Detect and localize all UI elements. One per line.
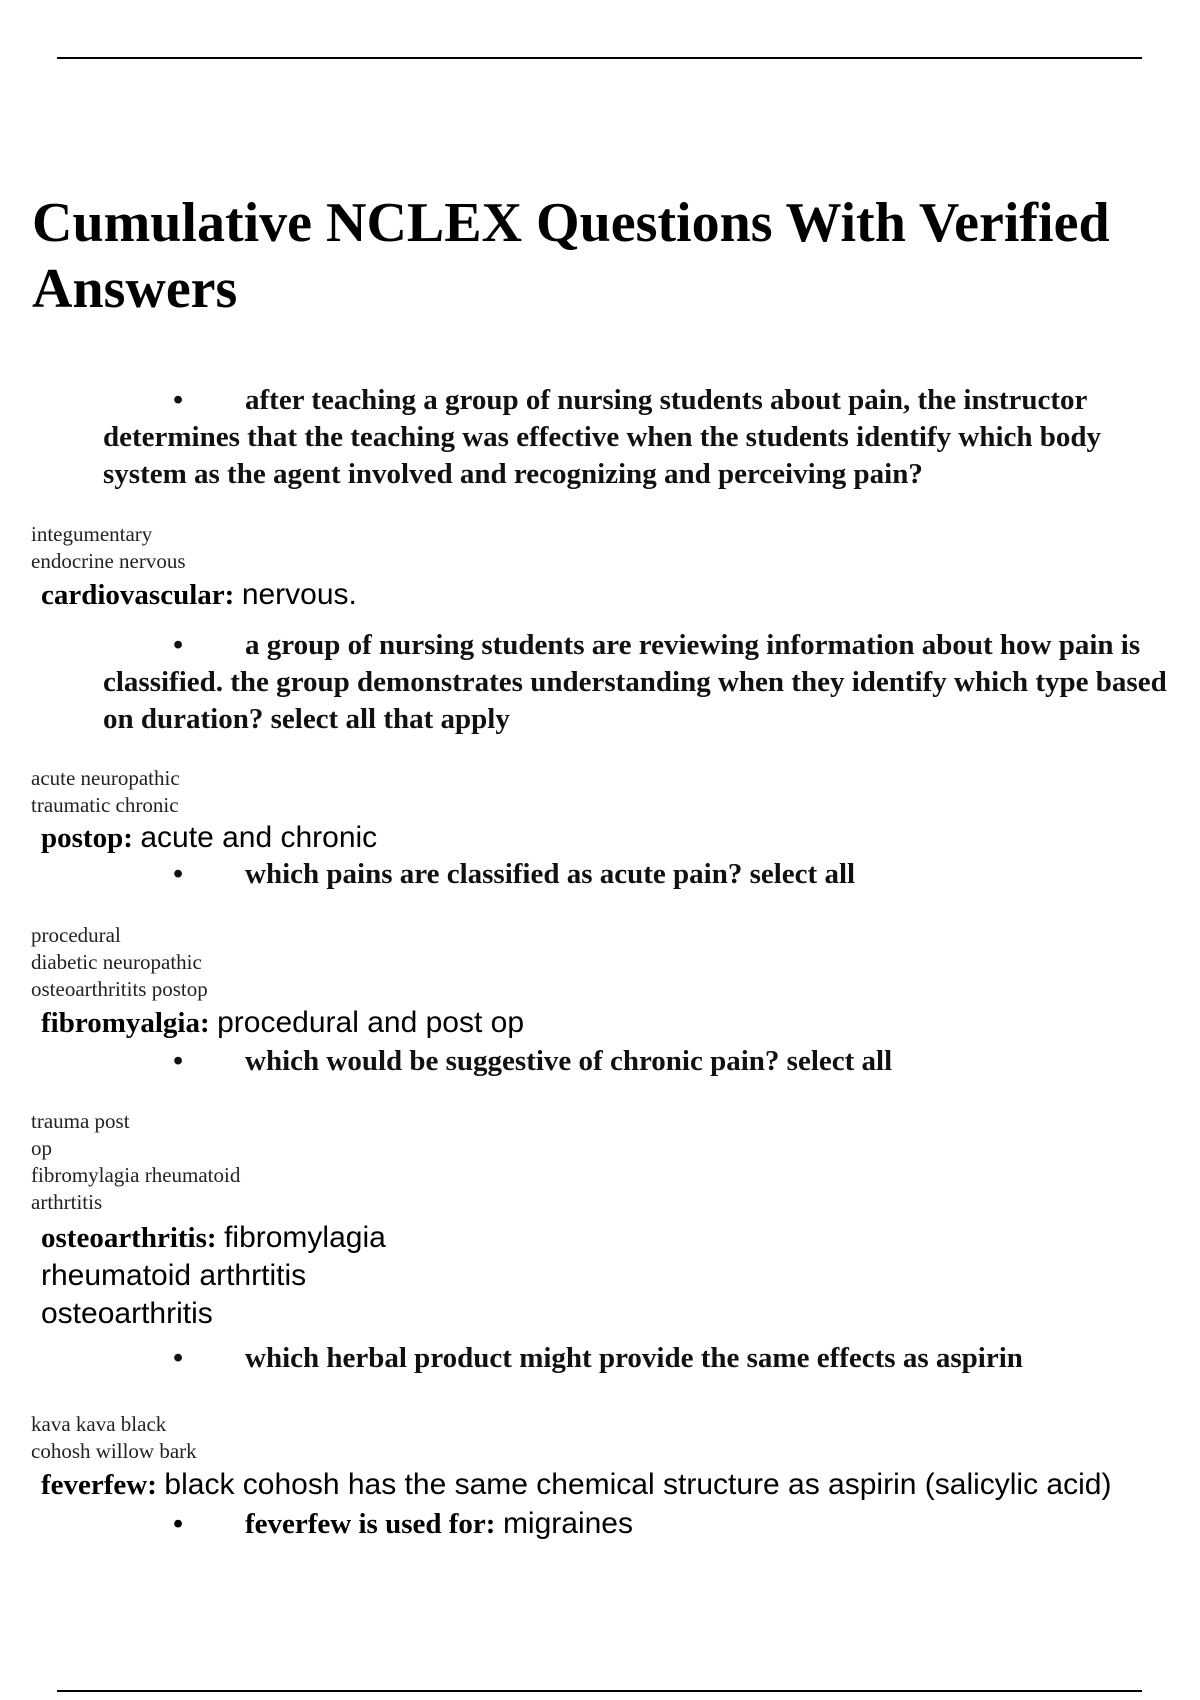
answer-continued: osteoarthritis	[41, 1297, 213, 1330]
option: integumentary	[31, 522, 153, 546]
answer-2	[41, 819, 377, 857]
answer-4	[41, 1219, 386, 1333]
final-value: migraines	[502, 1507, 633, 1540]
option: cohosh willow bark	[31, 1439, 197, 1463]
option: fibromylagia rheumatoid	[31, 1163, 241, 1187]
answer-label: postop:	[41, 822, 133, 854]
question-text: a group of nursing students are reviewing information about how pain is classified. the group demonstrates understanding when they identify which type based on duration? select all that apply	[103, 629, 1167, 735]
question-1	[103, 382, 1183, 493]
answer-label: feverfew:	[41, 1469, 157, 1501]
answer-label: cardiovascular:	[41, 579, 235, 611]
answer-continued: rheumatoid arthrtitis	[41, 1259, 307, 1292]
answer-value: procedural and post op	[217, 1006, 525, 1039]
option: traumatic chronic	[31, 793, 179, 817]
option: op	[31, 1136, 52, 1160]
options-3	[31, 922, 208, 1003]
answer-label: osteoarthritis:	[41, 1222, 217, 1254]
answer-value: acute and chronic	[140, 821, 378, 854]
option: kava kava black	[31, 1412, 167, 1436]
option: arthrtitis	[31, 1190, 103, 1214]
bullet-icon: •	[173, 1045, 184, 1077]
question-5	[103, 1340, 1183, 1377]
question-text: which pains are classified as acute pain? select all	[245, 858, 856, 890]
bullet-icon: •	[173, 1508, 184, 1540]
option: procedural	[31, 923, 121, 947]
final-label: feverfew is used for:	[245, 1508, 496, 1540]
options-4	[31, 1108, 240, 1216]
bullet-icon: •	[173, 858, 184, 890]
answer-3	[41, 1004, 524, 1042]
option: endocrine nervous	[31, 549, 186, 573]
bullet-icon: •	[173, 384, 184, 416]
question-4	[103, 1043, 1183, 1080]
options-5	[31, 1411, 197, 1465]
option: diabetic neuropathic	[31, 950, 202, 974]
final-note	[103, 1505, 633, 1543]
answer-value: fibromylagia	[224, 1221, 386, 1254]
option: acute neuropathic	[31, 766, 180, 790]
bottom-rule	[57, 1690, 1142, 1692]
option: trauma post	[31, 1109, 130, 1133]
answer-value: nervous.	[241, 578, 357, 611]
answer-1	[41, 576, 357, 614]
bullet-icon: •	[173, 1342, 184, 1374]
question-3	[103, 856, 1183, 893]
question-text: after teaching a group of nursing students about pain, the instructor determines that the teaching was effective when the students identify which body system as the agent involved and recognizing and perceiving pain?	[103, 384, 1102, 490]
options-2	[31, 765, 180, 819]
bullet-icon: •	[173, 629, 184, 661]
question-text: which would be suggestive of chronic pain? select all	[245, 1045, 893, 1077]
question-2	[103, 627, 1183, 738]
question-text: which herbal product might provide the same effects as aspirin	[245, 1342, 1023, 1374]
top-rule	[57, 57, 1142, 59]
page-title: Cumulative NCLEX Questions With Verified Answers	[32, 192, 1110, 320]
option: osteoarthritits postop	[31, 977, 208, 1001]
answer-label: fibromyalgia:	[41, 1007, 210, 1039]
options-1	[31, 521, 186, 575]
answer-value: black cohosh has the same chemical structure as aspirin (salicylic acid)	[164, 1468, 1112, 1501]
answer-5	[41, 1466, 1111, 1504]
